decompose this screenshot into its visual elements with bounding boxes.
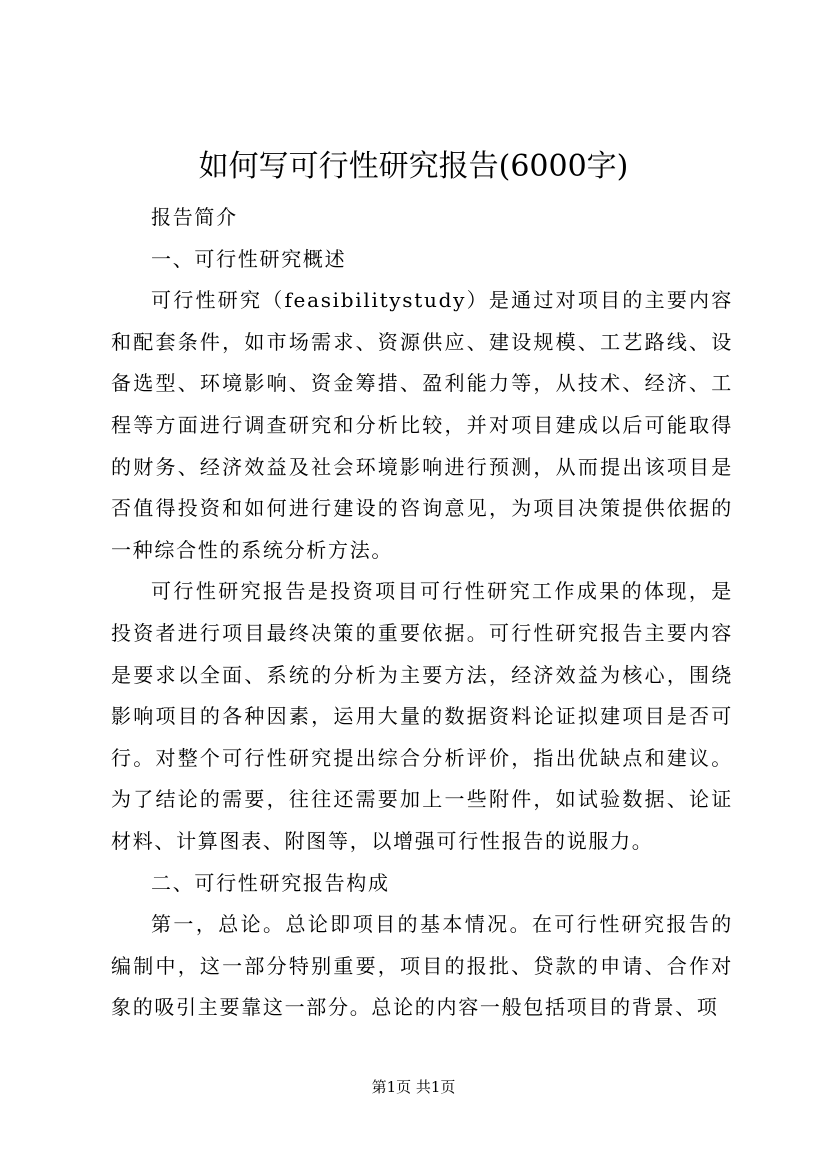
document-body [111,197,733,1029]
page-number-footer: 第1页 共1页 [371,1078,456,1096]
paragraph-overview: 第一，总论。总论即项目的基本情况。在可行性研究报告的编制中，这一部分特别重要，项目的报批、贷款的申请、合作对象的吸引主要靠这一部分。总论的内容一般包括项目的背景、项 [111,912,733,1020]
paragraph-intro-label: 报告简介 [151,205,238,229]
section-heading-1: 一、可行性研究概述 [151,246,347,271]
section-heading-2: 二、可行性研究报告构成 [151,870,390,895]
paragraph-definition: 可行性研究（feasibilitystudy）是通过对项目的主要内容和配套条件，如市场需求、资源供应、建设规模、工艺路线、设备选型、环境影响、资金筹措、盈利能力等，从技术、经济、工程等方面进行调查研究和分析比较，并对项目建成以后可能取得的财务、经济效益及社会环境影响进行预测，从而提出该项目是否值得投资和如何进行建设的咨询意见，为项目决策提供依据的一种综合性的系统分析方法。 [111,288,733,562]
paragraph-report-role: 可行性研究报告是投资项目可行性研究工作成果的体现，是投资者进行项目最终决策的重要依据。可行性研究报告主要内容是要求以全面、系统的分析为主要方法，经济效益为核心，围绕影响项目的各种因素，运用大量的数据资料论证拟建项目是否可行。对整个可行性研究提出综合分析评价，指出优缺点和建议。为了结论的需要，往往还需要加上一些附件，如试验数据、论证材料、计算图表、附图等，以增强可行性报告的说服力。 [111,579,733,853]
document-title: 如何写可行性研究报告(6000字) [198,149,629,184]
